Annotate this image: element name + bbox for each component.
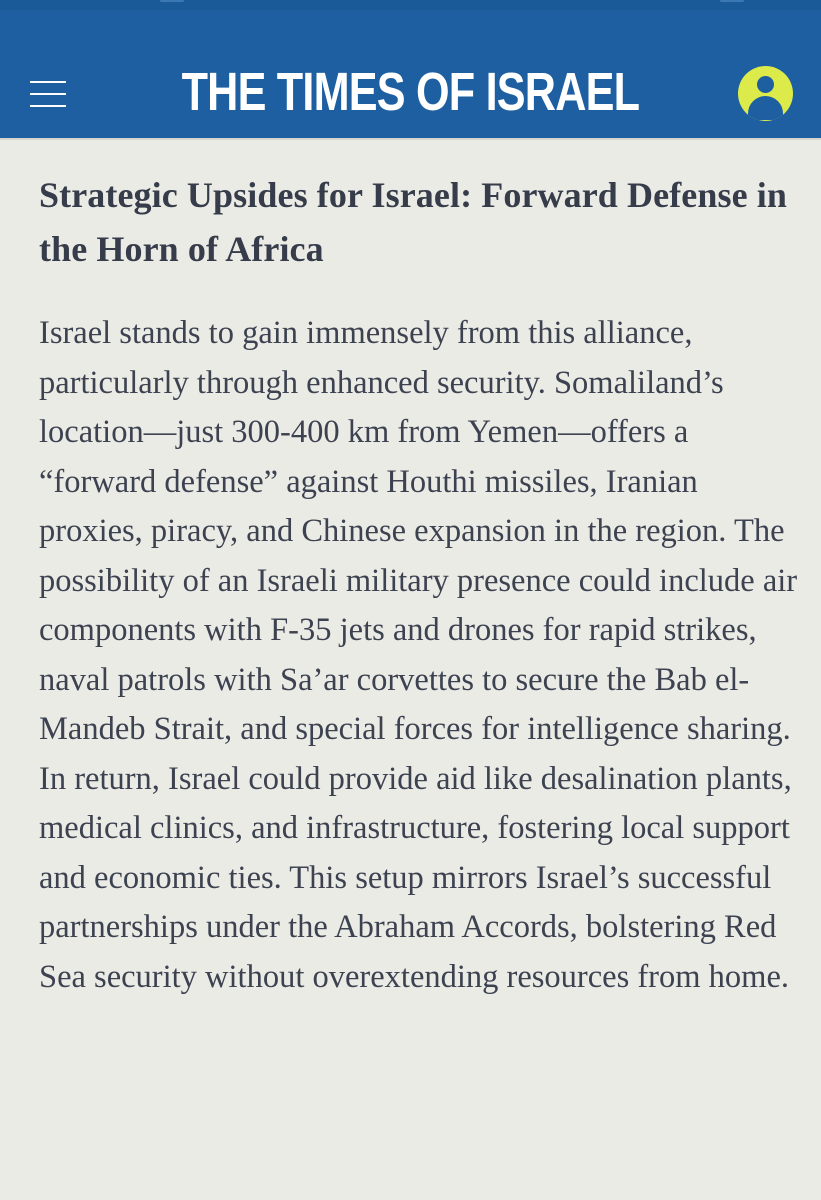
status-bar bbox=[0, 0, 821, 10]
status-indicator bbox=[720, 0, 744, 2]
site-header bbox=[0, 0, 821, 138]
user-head-shape bbox=[757, 76, 774, 93]
article-section bbox=[39, 168, 799, 1002]
status-indicator bbox=[160, 0, 184, 2]
section-headline: Strategic Upsides for Israel: Forward Defense in the Horn of Africa bbox=[39, 175, 788, 269]
menu-line bbox=[30, 105, 66, 107]
user-account-icon[interactable] bbox=[738, 66, 793, 121]
user-body-shape bbox=[748, 96, 783, 120]
menu-line bbox=[30, 81, 66, 83]
article-paragraph: Israel stands to gain immensely from this alliance, particularly through enhanced security. Somaliland’s location—just 300-400 km from Yemen—offers a “forward defense” against Houthi missiles, Iranian proxies, piracy, and Chinese expansion in the region. The possibility of an Israeli military presence could include air components with F-35 jets and drones for rapid strikes, naval patrols with Sa’ar corvettes to secure the Bab el-Mandeb Strait, and special forces for intelligence sharing. In return, Israel could provide aid like desalination plants, medical clinics, and infrastructure, fostering local support and economic ties. This setup mirrors Israel’s successful partnerships under the Abraham Accords, bolstering Red Sea security without overextending resources from home. bbox=[39, 315, 798, 995]
menu-line bbox=[30, 93, 66, 95]
hamburger-menu-icon[interactable] bbox=[30, 74, 66, 110]
site-logo[interactable]: THE TIMES OF ISRAEL bbox=[181, 62, 640, 122]
header-divider bbox=[0, 138, 821, 140]
